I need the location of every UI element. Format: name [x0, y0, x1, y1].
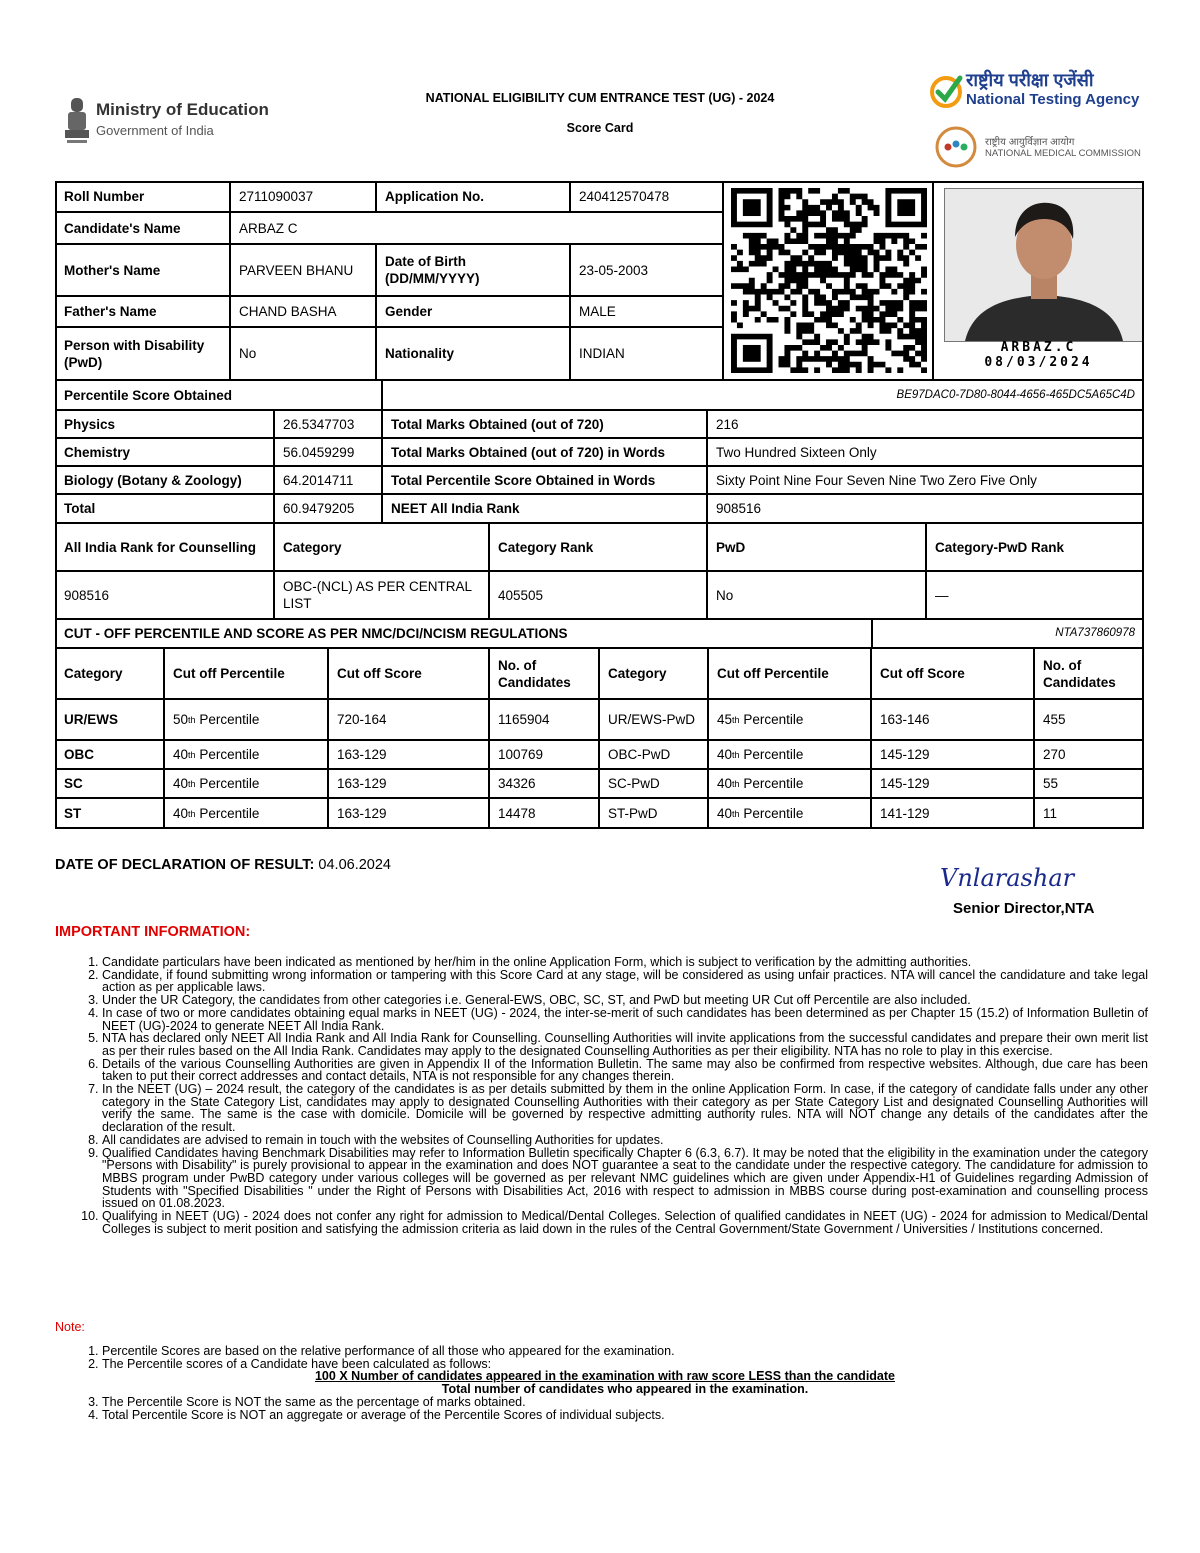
nmc-hindi-name: राष्ट्रीय आयुर्विज्ञान आयोग [985, 137, 1075, 148]
cutoff-row-score: 720-164 [328, 699, 489, 740]
cutoff-row-candidates-pwd: 270 [1034, 740, 1144, 769]
info-item: 2. Candidate, if found submitting wrong information or tampering with this Score Card at any stage, will be considered as using unfair practices. NTA will cancel the candidature and take legal action as per applicable laws. [102, 969, 1148, 994]
info-item: 10. Qualifying in NEET (UG) - 2024 does not confer any right for admission to Medical/Dental Colleges. Selection of qualified candidates in NEET (UG) - 2024 for admission to Medical/Dental Colleges is subject to merit position and satisfying the admission criteria as laid down in the rules of the Central Government/State Government / Universities / Institutions concerned. [102, 1210, 1148, 1235]
ministry-name: Ministry of Education [96, 100, 269, 119]
info-item: 8. All candidates are advised to remain in touch with the websites of Counselling Authorities for updates. [102, 1134, 1148, 1147]
percentile-formula [102, 1370, 1148, 1395]
cutoff-row-percentile: 50 th Percentile [164, 699, 328, 740]
cutoff-row-candidates: 34326 [489, 769, 599, 798]
mother-name-label: Mother's Name [55, 244, 230, 296]
cutoff-row-candidates: 100769 [489, 740, 599, 769]
dob-label: Date of Birth (DD/MM/YYYY) [376, 244, 570, 296]
cutoff-row-candidates: 1165904 [489, 699, 599, 740]
cutoff-header-category-pwd: Category [599, 648, 708, 699]
nmc-logo [933, 125, 1153, 169]
nmc-seal-icon [933, 125, 979, 169]
biology-value: 64.2014711 [274, 466, 382, 494]
note-item-text: The Percentile scores of a Candidate have been calculated as follows: [102, 1356, 492, 1371]
cutoff-header-candidates-pwd: No. of Candidates [1034, 648, 1144, 699]
cutoff-row-score: 163-129 [328, 798, 489, 829]
pwd-value-rank: No [707, 571, 926, 619]
category-rank-header: Category Rank [489, 523, 707, 571]
nta-english-name: National Testing Agency [966, 91, 1140, 108]
cutoff-row-category-pwd: UR/EWS-PwD [599, 699, 708, 740]
percentile-in-words-value: Sixty Point Nine Four Seven Nine Two Zero Five Only [707, 466, 1144, 494]
father-name-value: CHAND BASHA [230, 296, 376, 327]
formula-denominator: Total number of candidates who appeared in the examination. [441, 1382, 809, 1397]
cutoff-row-score-pwd: 145-129 [871, 740, 1034, 769]
declaration-label: DATE OF DECLARATION OF RESULT: [55, 857, 315, 873]
cutoff-header-score: Cut off Score [328, 648, 489, 699]
mother-name-value: PARVEEN BHANU [230, 244, 376, 296]
note-item: 3. The Percentile Score is NOT the same as the percentage of marks obtained. [102, 1396, 1148, 1409]
note-item: 1. Percentile Scores are based on the relative performance of all those who appeared for the examination. [102, 1345, 1148, 1358]
note-title: Note: [55, 1320, 85, 1334]
air-label: NEET All India Rank [382, 494, 707, 523]
declaration-line [55, 857, 391, 873]
info-item: 3. Under the UR Category, the candidates from other categories i.e. General-EWS, OBC, SC, ST, and PwD but meeting UR Cut off Percentile are also included. [102, 994, 1148, 1007]
cutoff-row-category: UR/EWS [55, 699, 164, 740]
signature-icon [930, 862, 1130, 894]
info-item: 9. Qualified Candidates having Benchmark Disabilities may refer to Information Bulletin specifically Chapter 6 (6.3, 6.7). It may be noted that the eligibility in the examination under the category "Persons with Disability" is purely provisional to appear in the examination and does NOT guarantee a seat to the candidate under the respective category. The candidature for admission to MBBS program under PwBD category under various colleges will be governed as per relevant NMC guidelines which are given under Appendix-H1 of Guidelines regarding Admission of Students with "Specified Disabilities " under the Right of Persons with Disabilities Act, 2016 with respect to admission in MBBS course during post-examination and counselling process issued on 01.08.2023. [102, 1147, 1148, 1211]
cutoff-row-candidates-pwd: 55 [1034, 769, 1144, 798]
total-marks-value: 216 [707, 410, 1144, 438]
photo-caption-name: ARBAZ.C [1000, 340, 1077, 355]
cutoff-row-category: OBC [55, 740, 164, 769]
chemistry-value: 56.0459299 [274, 438, 382, 466]
national-emblem-icon [62, 96, 92, 148]
signature-text: Vnlarashar [940, 864, 1075, 892]
cutoff-row-score-pwd: 163-146 [871, 699, 1034, 740]
total-label: Total [55, 494, 274, 523]
info-item: 1. Candidate particulars have been indicated as mentioned by her/him in the online Application Form, which is subject to verification by the admitting authorities. [102, 956, 1148, 969]
note-item [102, 1358, 1148, 1396]
declaration-date: 04.06.2024 [318, 857, 391, 873]
cutoff-row-percentile: 40 th Percentile [164, 798, 328, 829]
info-item: 4. In case of two or more candidates obtaining equal marks in NEET (UG) - 2024, the inter-se-merit of such candidates has been determined as per Chapter 15 (15.2) of Information Bulletin of NEET (UG)-2024 to generate NEET All India Rank. [102, 1007, 1148, 1032]
info-item: 7. In the NEET (UG) – 2024 result, the category of the candidates is as per details submitted by them in the online Application Form. In case, if the category of candidate falls under any other category in the State Category List, candidates may apply to designated Counselling Authorities with their category as per State Category List and designated Counselling Authorities will verify the same. The same is the case with domicile. Domicile will be governed by respective admitting authority rules. NTA will NOT change any details of the candidates after the declaration of the result. [102, 1083, 1148, 1134]
category-header: Category [274, 523, 489, 571]
nmc-english-name: NATIONAL MEDICAL COMMISSION [985, 148, 1141, 159]
nta-check-icon [930, 70, 964, 110]
important-information-title: IMPORTANT INFORMATION: [55, 924, 251, 940]
government-name: Government of India [96, 123, 214, 138]
category-value: OBC-(NCL) AS PER CENTRAL LIST [274, 571, 489, 619]
physics-label: Physics [55, 410, 274, 438]
cutoff-row-candidates-pwd: 11 [1034, 798, 1144, 829]
marks-in-words-label: Total Marks Obtained (out of 720) in Words [382, 438, 707, 466]
cutoff-row-candidates: 14478 [489, 798, 599, 829]
cutoff-header-category: Category [55, 648, 164, 699]
chemistry-label: Chemistry [55, 438, 274, 466]
cutoff-header-percentile: Cut off Percentile [164, 648, 328, 699]
qr-code-icon [731, 188, 927, 373]
note-item: 4. Total Percentile Score is NOT an aggregate or average of the Percentile Scores of individual subjects. [102, 1409, 1148, 1422]
total-value: 60.9479205 [274, 494, 382, 523]
document-title: NATIONAL ELIGIBILITY CUM ENTRANCE TEST (UG) - 2024 [425, 91, 775, 105]
nationality-label: Nationality [376, 327, 570, 380]
pwd-header: PwD [707, 523, 926, 571]
cutoff-row-score: 163-129 [328, 769, 489, 798]
info-item: 5. NTA has declared only NEET All India Rank and All India Rank for Counselling. Counselling Authorities will invite applications from the successful candidates and prepare their own merit list as per their rules based on the All India Rank. Candidates may apply to the designated Counselling Authorities as per their eligibility. NTA has no role to play in this exercise. [102, 1032, 1148, 1057]
formula-numerator: 100 X Number of candidates appeared in the examination with raw score LESS than the candidate [314, 1369, 895, 1384]
category-rank-value: 405505 [489, 571, 707, 619]
cutoff-row-category-pwd: SC-PwD [599, 769, 708, 798]
cutoff-row-percentile-pwd: 40 th Percentile [708, 740, 871, 769]
score-card-table [55, 181, 1144, 829]
category-pwd-rank-value: — [926, 571, 1144, 619]
roll-number-label: Roll Number [55, 181, 230, 212]
nta-logo [930, 68, 1150, 112]
roll-number-value: 2711090037 [230, 181, 376, 212]
info-item: 6. Details of the various Counselling Authorities are given in Appendix II of the Information Bulletin. The same may also be confirmed from respective websites. Although, due care has been taken to put their correct addresses and contact details, NTA is not responsible for any changes therein. [102, 1058, 1148, 1083]
cutoff-row-percentile-pwd: 40 th Percentile [708, 769, 871, 798]
percentile-score-label: Percentile Score Obtained [55, 380, 382, 410]
nta-hindi-name: राष्ट्रीय परीक्षा एजेंसी [966, 70, 1094, 90]
dob-value: 23-05-2003 [570, 244, 723, 296]
total-marks-label: Total Marks Obtained (out of 720) [382, 410, 707, 438]
photo-caption-date: 08/03/2024 [984, 355, 1093, 370]
cutoff-header-score-pwd: Cut off Score [871, 648, 1034, 699]
cutoff-row-percentile: 40 th Percentile [164, 740, 328, 769]
cutoff-header-candidates: No. of Candidates [489, 648, 599, 699]
cutoff-row-category: ST [55, 798, 164, 829]
candidate-photo [944, 188, 1144, 342]
document-subtitle: Score Card [566, 121, 634, 135]
percentile-in-words-label: Total Percentile Score Obtained in Words [382, 466, 707, 494]
application-number-value: 240412570478 [570, 181, 723, 212]
cutoff-row-candidates-pwd: 455 [1034, 699, 1144, 740]
qr-code [723, 181, 933, 380]
ministry-of-education-logo [62, 96, 292, 152]
cutoff-row-category-pwd: OBC-PwD [599, 740, 708, 769]
counselling-rank-header: All India Rank for Counselling [55, 523, 274, 571]
note-list [70, 1345, 1148, 1421]
nationality-value: INDIAN [570, 327, 723, 380]
gender-value: MALE [570, 296, 723, 327]
important-information-list [70, 956, 1148, 1235]
pwd-label: Person with Disability (PwD) [55, 327, 230, 380]
father-name-label: Father's Name [55, 296, 230, 327]
category-pwd-rank-header: Category-PwD Rank [926, 523, 1144, 571]
cutoff-title: CUT - OFF PERCENTILE AND SCORE AS PER NMC/DCI/NCISM REGULATIONS [55, 619, 872, 648]
candidate-name-label: Candidate's Name [55, 212, 230, 244]
candidate-name-value: ARBAZ C [230, 212, 723, 244]
cutoff-row-percentile: 40 th Percentile [164, 769, 328, 798]
signatory-title: Senior Director,NTA [953, 900, 1095, 917]
cutoff-code: NTA737860978 [872, 619, 1144, 648]
cutoff-header-percentile-pwd: Cut off Percentile [708, 648, 871, 699]
counselling-rank-value: 908516 [55, 571, 274, 619]
cutoff-row-category-pwd: ST-PwD [599, 798, 708, 829]
air-value: 908516 [707, 494, 1144, 523]
cutoff-row-category: SC [55, 769, 164, 798]
biology-label: Biology (Botany & Zoology) [55, 466, 274, 494]
verification-hash: BE97DAC0-7D80-8044-4656-465DC5A65C4D [382, 380, 1144, 410]
candidate-portrait-icon [945, 189, 1143, 341]
cutoff-row-score: 163-129 [328, 740, 489, 769]
cutoff-row-percentile-pwd: 40 th Percentile [708, 798, 871, 829]
application-number-label: Application No. [376, 181, 570, 212]
candidate-photo-box [933, 181, 1144, 380]
cutoff-row-score-pwd: 141-129 [871, 798, 1034, 829]
pwd-value: No [230, 327, 376, 380]
cutoff-row-percentile-pwd: 45 th Percentile [708, 699, 871, 740]
marks-in-words-value: Two Hundred Sixteen Only [707, 438, 1144, 466]
cutoff-row-score-pwd: 145-129 [871, 769, 1034, 798]
physics-value: 26.5347703 [274, 410, 382, 438]
gender-label: Gender [376, 296, 570, 327]
